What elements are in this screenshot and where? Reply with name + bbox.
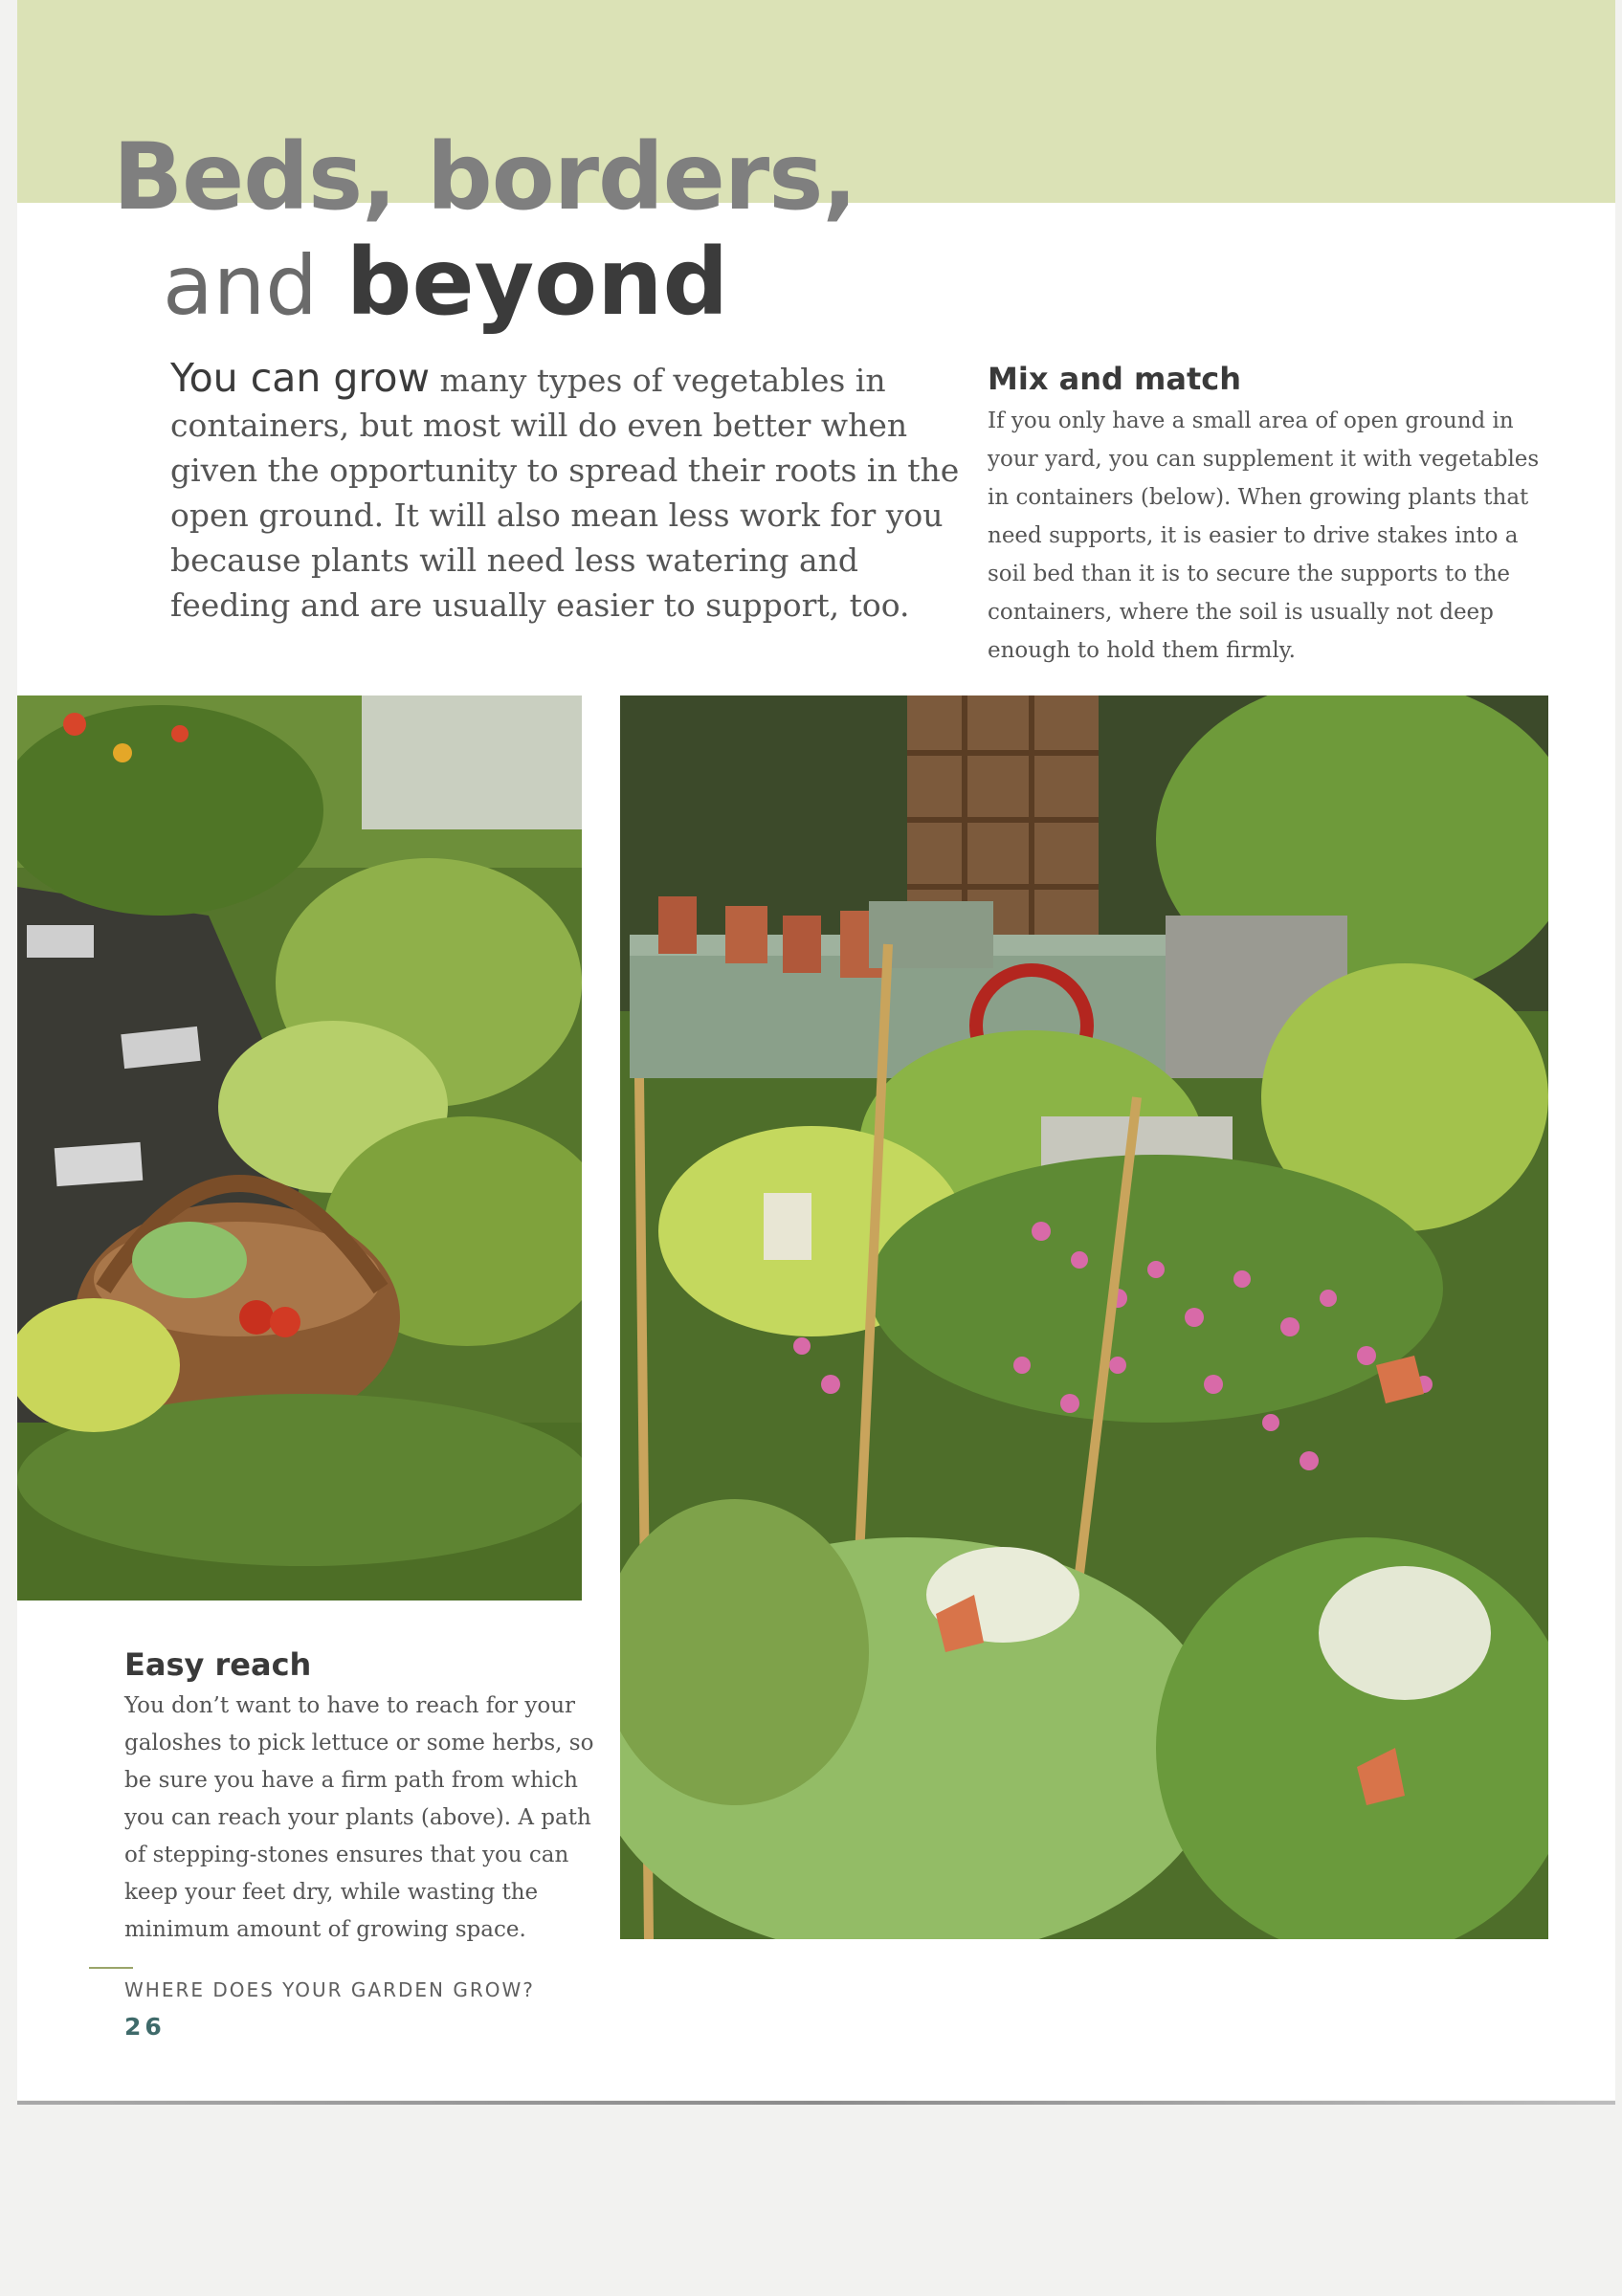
title-and: and bbox=[163, 238, 318, 334]
title-line-1: Beds, borders, bbox=[113, 123, 856, 231]
easy-reach-text: You don’t want to have to reach for your galoshes to pick lettuce or some herbs, so be sure you have a firm path from which you can reach your plants (above). A path of stepping-stones ensures that you can keep your feet dry, while wasting the minimum amount of growing space. bbox=[124, 1693, 594, 1942]
title-beyond: beyond bbox=[345, 229, 729, 336]
photo-garden-path-illustration bbox=[17, 695, 582, 1601]
photo-mixed-bed-illustration bbox=[620, 695, 1548, 1939]
easy-reach-heading: Easy reach bbox=[124, 1646, 312, 1683]
photo-stepping-stone-path bbox=[17, 695, 582, 1601]
intro-text: many types of vegetables in containers, but most will do even better when given the opportunity to spread their roots in the open ground. It will also mean less work for you because plants will need less watering and feeding and are usually easier to support, too. bbox=[170, 362, 960, 624]
mix-and-match-text: If you only have a small area of open ground in your yard, you can supplement it with vegetables in containers (below). When growing plants that need supports, it is easier to drive stakes into a soil bed than it is to secure the supports to the containers, where the soil is usually not deep enough to hold them firmly. bbox=[988, 408, 1540, 663]
page-number: 26 bbox=[124, 2013, 166, 2041]
photo-mixed-bed-containers bbox=[620, 695, 1548, 1939]
page-edge-shadow bbox=[17, 2101, 1615, 2105]
book-page bbox=[17, 0, 1615, 2100]
footer-section-label: WHERE DOES YOUR GARDEN GROW? bbox=[124, 1978, 535, 2001]
intro-paragraph bbox=[170, 356, 965, 628]
footer-rule bbox=[89, 1967, 133, 1969]
intro-lead: You can grow bbox=[170, 355, 430, 401]
mix-and-match-heading: Mix and match bbox=[988, 361, 1241, 397]
title-line-2 bbox=[163, 230, 728, 339]
